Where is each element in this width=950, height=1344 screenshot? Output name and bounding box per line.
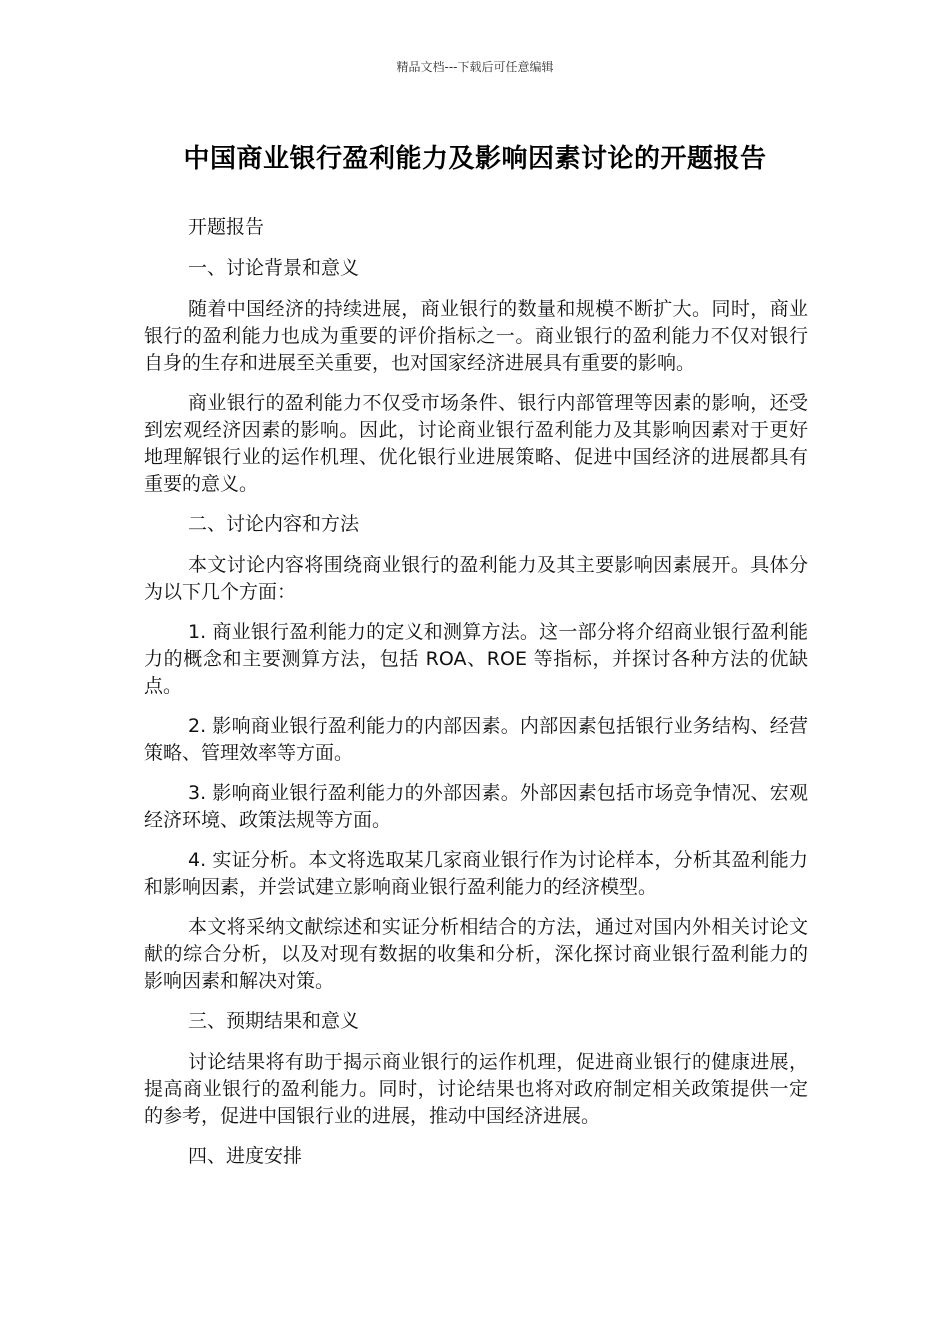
report-label: 开题报告 <box>188 216 265 238</box>
section-heading-background: 一、讨论背景和意义 <box>188 257 360 279</box>
paragraph-content-intro: 本文讨论内容将围绕商业银行的盈利能力及其主要影响因素展开。具体分为以下几个方面： <box>144 554 808 603</box>
document-body <box>144 214 808 1184</box>
document-title: 中国商业银行盈利能力及影响因素讨论的开题报告 <box>183 144 767 174</box>
list-item-1: 1. 商业银行盈利能力的定义和测算方法。这一部分将介绍商业银行盈利能力的概念和主要测算方法，包括 ROA、ROE 等指标，并探讨各种方法的优缺点。 <box>144 621 808 697</box>
list-item-3: 3. 影响商业银行盈利能力的外部因素。外部因素包括市场竞争情况、宏观经济环境、政策法规等方面。 <box>144 782 808 831</box>
list-item-2: 2. 影响商业银行盈利能力的内部因素。内部因素包括银行业务结构、经营策略、管理效率等方面。 <box>144 715 808 764</box>
paragraph-background-2: 商业银行的盈利能力不仅受市场条件、银行内部管理等因素的影响，还受到宏观经济因素的影响。因此，讨论商业银行盈利能力及其影响因素对于更好地理解银行业的运作机理、优化银行业进展策略、促进中国经济的进展都具有重要的意义。 <box>144 392 808 495</box>
list-item-4: 4. 实证分析。本文将选取某几家商业银行作为讨论样本，分析其盈利能力和影响因素，并尝试建立影响商业银行盈利能力的经济模型。 <box>144 849 808 898</box>
page-header: 精品文档---下载后可任意编辑 <box>396 60 554 74</box>
paragraph-background-1: 随着中国经济的持续进展，商业银行的数量和规模不断扩大。同时，商业银行的盈利能力也成为重要的评价指标之一。商业银行的盈利能力不仅对银行自身的生存和进展至关重要，也对国家经济进展具有重要的影响。 <box>144 298 808 374</box>
paragraph-expected-results: 讨论结果将有助于揭示商业银行的运作机理，促进商业银行的健康进展，提高商业银行的盈利能力。同时，讨论结果也将对政府制定相关政策提供一定的参考，促进中国银行业的进展，推动中国经济进展。 <box>144 1051 808 1127</box>
section-heading-expected-results: 三、预期结果和意义 <box>188 1010 360 1032</box>
paragraph-method: 本文将采纳文献综述和实证分析相结合的方法，通过对国内外相关讨论文献的综合分析，以及对现有数据的收集和分析，深化探讨商业银行盈利能力的影响因素和解决对策。 <box>144 916 808 992</box>
section-heading-schedule: 四、进度安排 <box>188 1145 303 1167</box>
section-heading-content-method: 二、讨论内容和方法 <box>188 513 360 535</box>
